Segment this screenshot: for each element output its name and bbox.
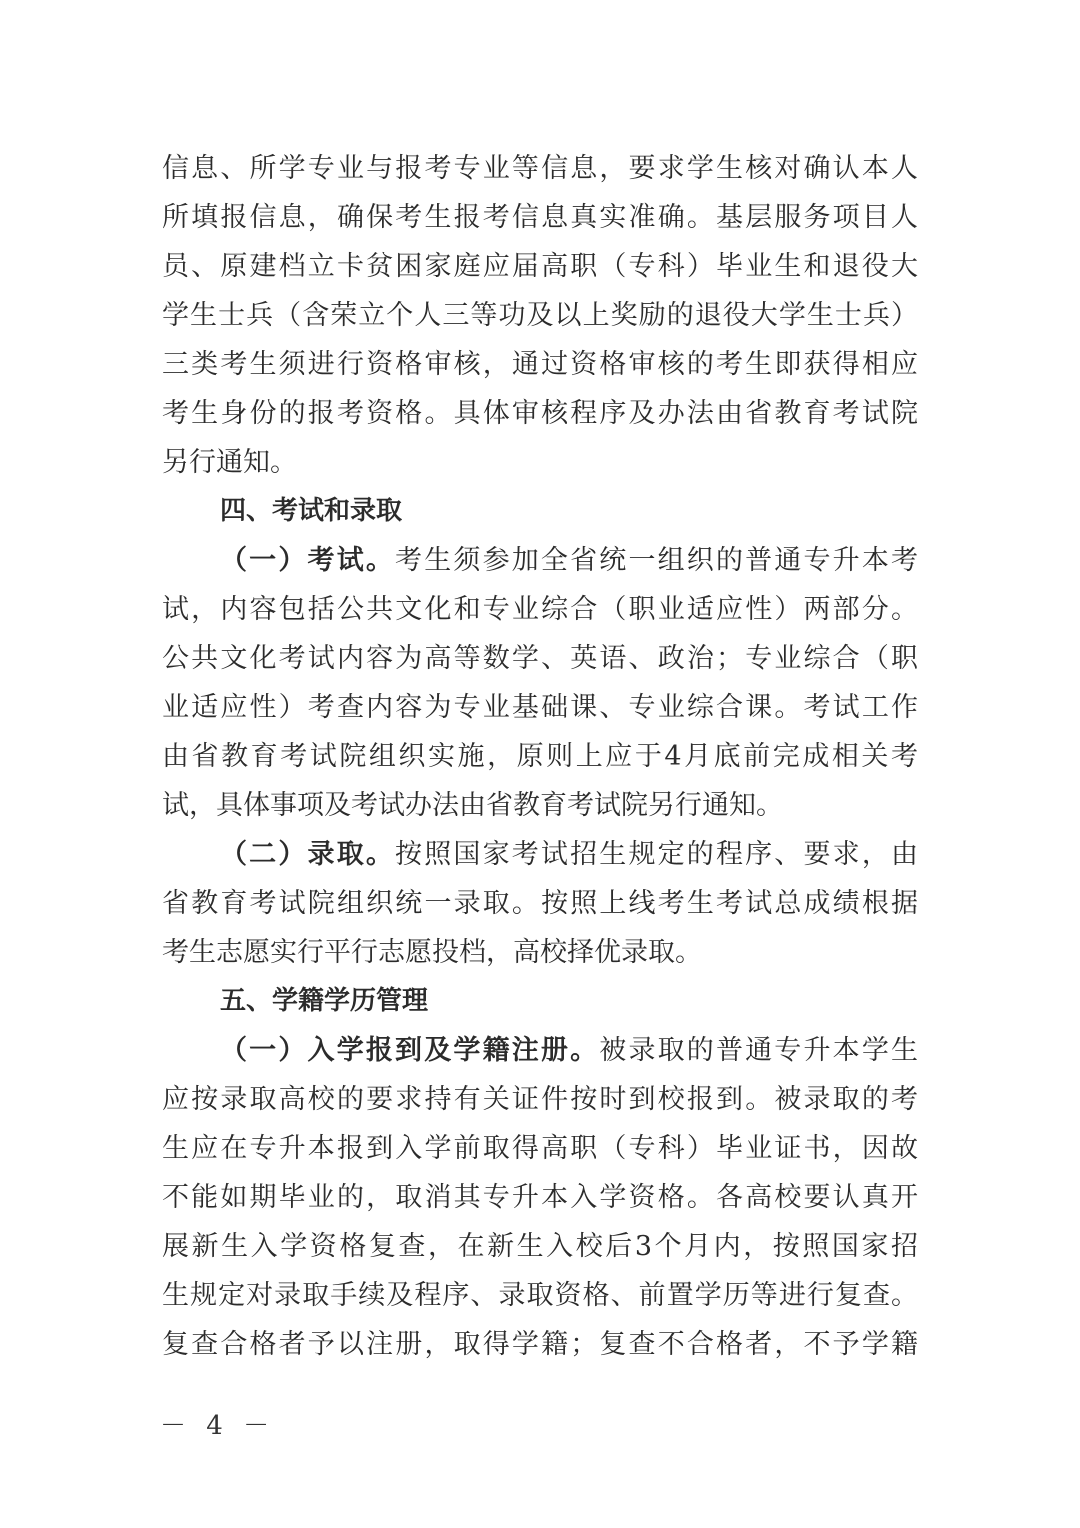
paragraph: [162, 830, 918, 977]
line-text: 展新生入学资格复查，在新生入校后3个月内，按照国家招: [162, 1231, 918, 1262]
line-text: 不能如期毕业的，取消其专升本入学资格。各高校要认真开: [162, 1182, 918, 1213]
line-text: 五、学籍学历管理: [220, 986, 429, 1016]
text-line: [162, 830, 918, 879]
paragraph: [162, 144, 918, 487]
text-line: [162, 683, 918, 732]
paragraph: [162, 536, 918, 830]
section-heading: [162, 487, 918, 536]
text-line: [162, 389, 918, 438]
line-text: 考生志愿实行平行志愿投档，高校择优录取。: [162, 937, 702, 968]
line-text: 另行通知。: [162, 447, 297, 478]
text-line: [162, 1173, 918, 1222]
text-line: [162, 144, 918, 193]
line-text: 信息、所学专业与报考专业等信息，要求学生核对确认本人: [162, 153, 918, 184]
line-text: 四、考试和录取: [220, 496, 403, 526]
line-text: 学生士兵（含荣立个人三等功及以上奖励的退役大学生士兵）: [162, 300, 918, 331]
line-text: 按照国家考试招生规定的程序、要求，由: [395, 839, 919, 870]
line-text: 复查合格者予以注册，取得学籍；复查不合格者，不予学籍: [162, 1329, 918, 1360]
paragraph: [162, 1026, 918, 1369]
text-line: [162, 1026, 918, 1075]
line-text: 被录取的普通专升本学生: [599, 1035, 919, 1066]
text-line: [162, 1271, 918, 1320]
line-text: 公共文化考试内容为高等数学、英语、政治；专业综合（职: [162, 643, 918, 674]
text-line: [162, 242, 918, 291]
paragraph-lead: （一）考试。: [220, 545, 396, 576]
line-text: 员、原建档立卡贫困家庭应届高职（专科）毕业生和退役大: [162, 251, 918, 282]
text-line: [162, 536, 918, 585]
text-line: [162, 438, 918, 487]
paragraph-lead: （一）入学报到及学籍注册。: [220, 1035, 600, 1066]
text-line: [162, 291, 918, 340]
text-line: [162, 193, 918, 242]
text-line: [162, 1124, 918, 1173]
line-text: 所填报信息，确保考生报考信息真实准确。基层服务项目人: [162, 202, 918, 233]
text-line: [162, 732, 918, 781]
line-text: 考生身份的报考资格。具体审核程序及办法由省教育考试院: [162, 398, 918, 429]
line-text: 业适应性）考查内容为专业基础课、专业综合课。考试工作: [162, 692, 918, 723]
text-line: [162, 634, 918, 683]
text-line: [162, 340, 918, 389]
text-line: [162, 1320, 918, 1369]
page-number: － 4 －: [160, 1411, 276, 1441]
section-heading: [162, 977, 918, 1026]
document-body: [162, 144, 918, 1369]
text-line: [162, 879, 918, 928]
heading-text: [162, 487, 918, 536]
text-line: [162, 1222, 918, 1271]
line-text: 生规定对录取手续及程序、录取资格、前置学历等进行复查。: [162, 1280, 918, 1311]
line-text: 省教育考试院组织统一录取。按照上线考生考试总成绩根据: [162, 888, 918, 919]
heading-text: [162, 977, 918, 1026]
text-line: [162, 928, 918, 977]
line-text: 三类考生须进行资格审核，通过资格审核的考生即获得相应: [162, 349, 918, 380]
paragraph-lead: （二）录取。: [220, 839, 396, 870]
line-text: 考生须参加全省统一组织的普通专升本考: [395, 545, 919, 576]
line-text: 试，具体事项及考试办法由省教育考试院另行通知。: [162, 790, 783, 821]
line-text: 由省教育考试院组织实施，原则上应于4月底前完成相关考: [162, 741, 918, 772]
line-text: 试，内容包括公共文化和专业综合（职业适应性）两部分。: [162, 594, 918, 625]
line-text: 应按录取高校的要求持有关证件按时到校报到。被录取的考: [162, 1084, 918, 1115]
text-line: [162, 585, 918, 634]
text-line: [162, 1075, 918, 1124]
text-line: [162, 781, 918, 830]
line-text: 生应在专升本报到入学前取得高职（专科）毕业证书，因故: [162, 1133, 918, 1164]
